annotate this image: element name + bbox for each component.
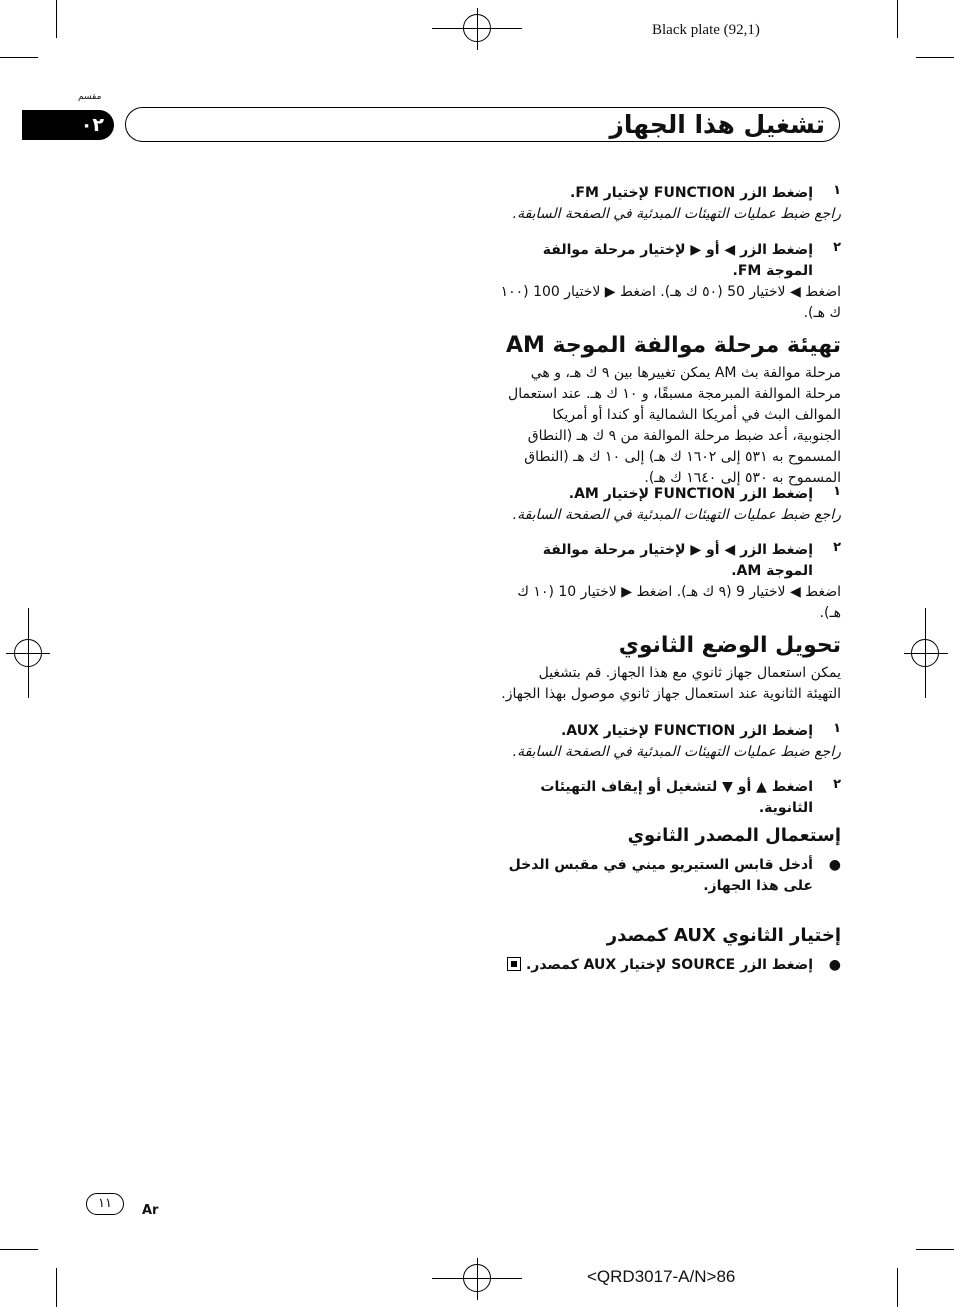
step-number: ٢	[833, 777, 841, 792]
aux-step-2	[500, 777, 841, 819]
select-heading: إختيار الثانوي AUX كمصدر	[606, 925, 841, 946]
select-bullet	[500, 955, 841, 976]
fm-step-2	[500, 240, 841, 324]
step-instruction: إضغط الزر ◀ أو ▶ لإختيار مرحلة موالفة الموجة AM.	[542, 542, 813, 579]
registration-mark	[463, 14, 491, 42]
bullet-text: أدخل قابس الستيريو ميني في مقبس الدخل على هذا الجهاز.	[508, 857, 813, 894]
plate-label: Black plate (92,1)	[652, 22, 760, 38]
end-mark-icon	[507, 957, 521, 971]
step-number: ١	[833, 721, 841, 736]
crop-mark	[56, 1268, 57, 1307]
step-instruction: إضغط الزر FUNCTION لإختيار FM.	[570, 185, 813, 201]
page-title: تشغيل هذا الجهاز	[609, 110, 825, 139]
page-number: ١١	[86, 1193, 124, 1215]
step-note: راجع ضبط عمليات التهيئات المبدئية في الصفحة السابقة.	[512, 507, 841, 523]
registration-mark	[14, 639, 42, 667]
section-label: مقسم	[78, 92, 102, 102]
bullet-icon: ●	[828, 957, 841, 973]
step-number: ٢	[833, 540, 841, 555]
language-code: Ar	[142, 1203, 159, 1218]
step-note: اضغط ◀ لاختيار 9 (٩ ك هـ). اضغط ▶ لاختيار 10 (١٠ ك هـ).	[517, 584, 841, 621]
crop-mark	[916, 57, 954, 58]
fm-step-1	[500, 183, 841, 225]
step-instruction: إضغط الزر ◀ أو ▶ لإختيار مرحلة موالفة الموجة FM.	[542, 242, 813, 279]
step-instruction: اضغط ▲ أو ▼ لتشغيل أو إيقاف التهيئات الثانوية.	[540, 779, 813, 816]
crop-mark	[897, 0, 898, 38]
step-note: راجع ضبط عمليات التهيئات المبدئية في الصفحة السابقة.	[512, 206, 841, 222]
step-instruction: إضغط الزر FUNCTION لإختيار AUX.	[560, 723, 813, 739]
am-paragraph: مرحلة موالفة بث AM يمكن تغييرها بين ٩ ك هـ، و هي مرحلة الموالفة المبرمجة مسبقًا، و ١٠ ك هـ. عند استعمال الموالف البث في أمريكا الشمالية أو كندا أو أمريكا الجنوبية، أعد ضبط مرحلة الموالفة من ٩ ك هـ (النطاق المسموح به ٥٣١ إلى ١٦٠٢ ك هـ) إلى ١٠ ك هـ (النطاق المسموح به ٥٣٠ إلى ١٦٤٠ ك هـ).	[508, 365, 841, 486]
step-note: راجع ضبط عمليات التهيئات المبدئية في الصفحة السابقة.	[512, 744, 841, 760]
crop-mark	[0, 1249, 38, 1250]
step-number: ١	[833, 484, 841, 499]
crop-mark	[56, 0, 57, 38]
registration-mark	[463, 1264, 491, 1292]
registration-mark	[911, 639, 939, 667]
aux-step-1	[500, 721, 841, 763]
source-heading: إستعمال المصدر الثانوي	[627, 825, 841, 846]
am-heading: تهيئة مرحلة موالفة الموجة AM	[505, 333, 841, 358]
step-number: ١	[833, 183, 841, 198]
aux-heading: تحويل الوضع الثانوي	[618, 633, 841, 658]
am-step-1	[500, 484, 841, 526]
crop-mark	[0, 57, 38, 58]
job-code: <QRD3017-A/N>86	[587, 1267, 736, 1286]
aux-paragraph: يمكن استعمال جهاز ثانوي مع هذا الجهاز. قم بتشغيل التهيئة الثانوية عند استعمال جهاز ثانوي موصول بهذا الجهاز.	[501, 665, 841, 702]
source-bullet	[500, 855, 841, 897]
crop-mark	[916, 1249, 954, 1250]
bullet-text: إضغط الزر SOURCE لإختيار AUX كمصدر.	[525, 957, 813, 973]
step-instruction: إضغط الزر FUNCTION لإختيار AM.	[568, 486, 813, 502]
am-step-2	[500, 540, 841, 624]
step-note: اضغط ◀ لاختيار 50 (٥٠ ك هـ). اضغط ▶ لاختيار 100 (١٠٠ ك هـ).	[500, 284, 841, 321]
crop-mark	[897, 1268, 898, 1307]
section-number: ٠٢	[80, 114, 104, 136]
step-number: ٢	[833, 240, 841, 255]
bullet-icon: ●	[828, 857, 841, 873]
